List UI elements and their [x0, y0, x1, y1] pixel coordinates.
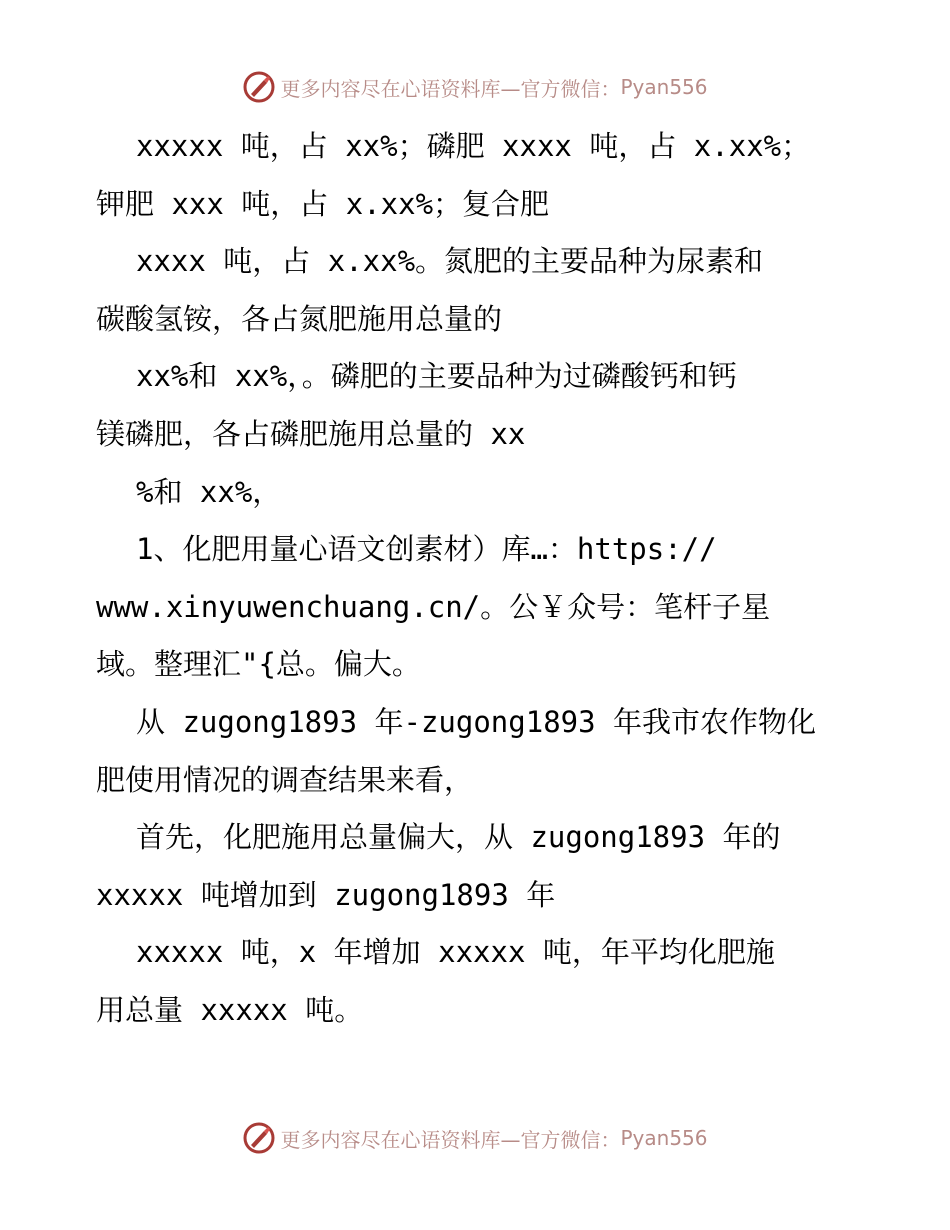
text-line: 用总量 xxxxx 吨。: [96, 992, 364, 1027]
text-line: 镁磷肥，各占磷肥施用总量的 xx: [96, 416, 526, 451]
watermark-text: 更多内容尽在心语资料库—官方微信：: [280, 1127, 621, 1152]
text-line: 1、化肥用量心语文创素材）库…：https://: [136, 532, 717, 567]
text-line: %和 xx%，: [136, 474, 282, 509]
text-line: www.xinyuwenchuang.cn/。公￥众号：笔杆子星: [96, 589, 771, 624]
text-line: 首先，化肥施用总量偏大，从 zugong1893 年的: [136, 820, 781, 855]
text-line: xxxxx 吨，x 年增加 xxxxx 吨，年平均化肥施: [136, 935, 775, 970]
text-line: 碳酸氢铵，各占氮肥施用总量的: [96, 301, 503, 336]
text-line: 肥使用情况的调查结果来看，: [96, 762, 474, 797]
text-line: xxxxx 吨增加到 zugong1893 年: [96, 877, 556, 912]
text-line: 钾肥 xxx 吨，占 x.xx%；复合肥: [96, 186, 550, 221]
text-line: 域。整理汇"{总。偏大。: [96, 647, 421, 682]
header-watermark: [0, 70, 950, 104]
watermark-wechat-id: Pyan556: [620, 75, 708, 99]
text-line: xx%和 xx%，。磷肥的主要品种为过磷酸钙和钙: [136, 359, 737, 394]
pen-logo-icon: [242, 1121, 276, 1155]
document-body: [96, 118, 856, 1040]
text-line: 从 zugong1893 年-zugong1893 年我市农作物化: [136, 704, 817, 739]
text-line: xxxxx 吨，占 xx%；磷肥 xxxx 吨，占 x.xx%；: [136, 129, 811, 163]
watermark-text: 更多内容尽在心语资料库—官方微信：: [280, 76, 621, 101]
watermark-wechat-id: Pyan556: [620, 1126, 708, 1150]
footer-watermark: [0, 1121, 950, 1155]
text-line: xxxx 吨，占 x.xx%。氮肥的主要品种为尿素和: [136, 244, 764, 279]
pen-logo-icon: [242, 70, 276, 104]
